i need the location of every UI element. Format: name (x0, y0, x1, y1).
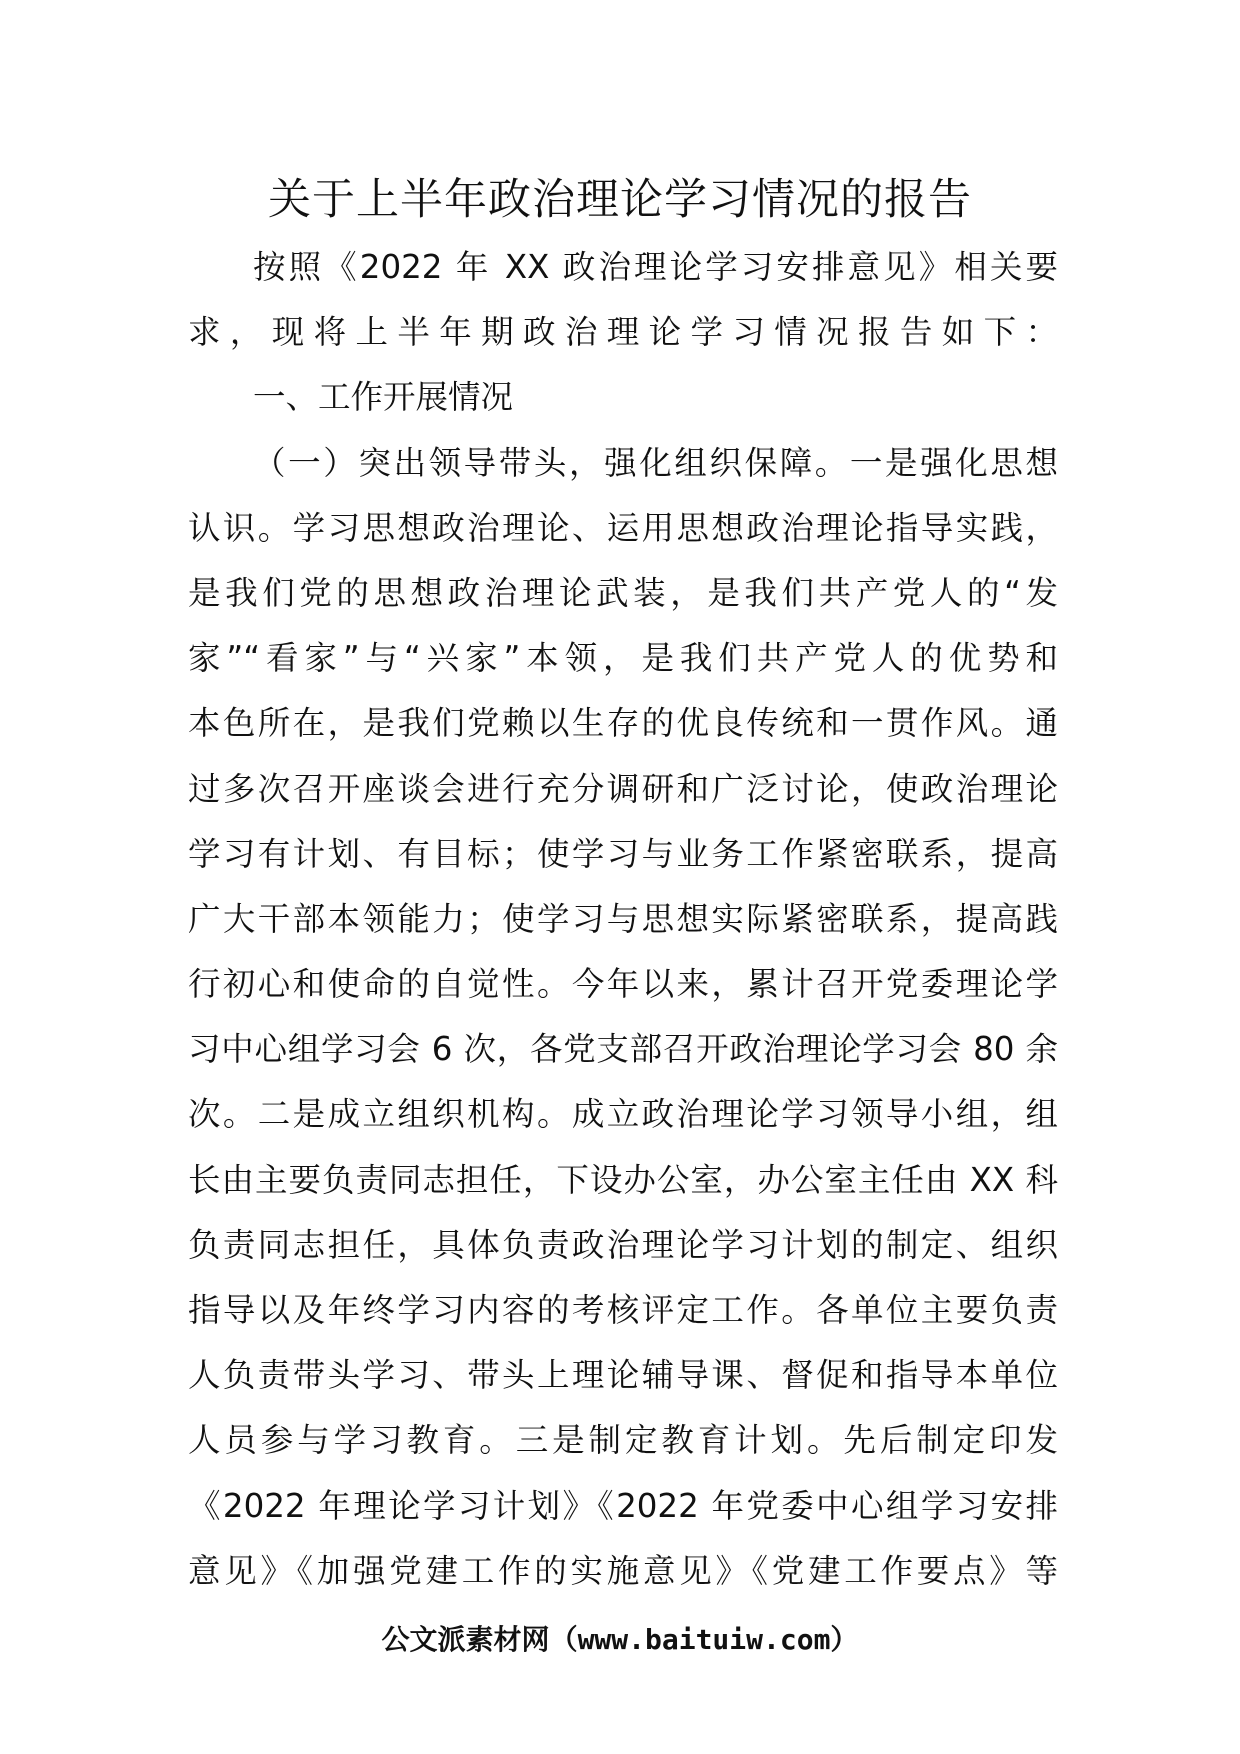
section-heading: 一、工作开展情况 (253, 378, 514, 417)
paragraph-line: 家”“看家”与“兴家”本领，是我们共产党人的优势和 (188, 639, 1058, 678)
paragraph-line: 行初心和使命的自觉性。今年以来，累计召开党委理论学 (188, 965, 1058, 1004)
paragraph-line: 学习有计划、有目标；使学习与业务工作紧密联系，提高 (188, 834, 1058, 873)
document-title: 关于上半年政治理论学习情况的报告 (268, 175, 972, 225)
paragraph-line: 《2022 年理论学习计划》《2022 年党委中心组学习安排 (188, 1486, 1058, 1525)
paragraph-line: 长由主要负责同志担任，下设办公室，办公室主任由 XX 科 (188, 1160, 1058, 1199)
footer-site-url: （www.baituiw.com） (549, 1623, 859, 1656)
paragraph-line: 意见》《加强党建工作的实施意见》《党建工作要点》等 (188, 1551, 1058, 1590)
paragraph-line: 负责同志担任，具体负责政治理论学习计划的制定、组织 (188, 1225, 1058, 1264)
footer-watermark (0, 1620, 1240, 1660)
paragraph-line: 过多次召开座谈会进行充分调研和广泛讨论，使政治理论 (188, 769, 1058, 808)
document-body (188, 235, 1058, 1604)
paragraph-line: 人员参与学习教育。三是制定教育计划。先后制定印发 (188, 1421, 1058, 1460)
paragraph-line: （一）突出领导带头，强化组织保障。一是强化思想 (253, 443, 1058, 482)
paragraph-line: 指导以及年终学习内容的考核评定工作。各单位主要负责 (188, 1291, 1058, 1329)
paragraph-line: 认识。学习思想政治理论、运用思想政治理论指导实践， (188, 508, 1058, 547)
paragraph-line: 人负责带头学习、带头上理论辅导课、督促和指导本单位 (188, 1356, 1058, 1395)
paragraph-line: 求，现将上半年期政治理论学习情况报告如下： (188, 313, 1058, 352)
paragraph-line: 本色所在，是我们党赖以生存的优良传统和一贯作风。通 (188, 704, 1058, 743)
paragraph-line: 次。二是成立组织机构。成立政治理论学习领导小组，组 (188, 1095, 1058, 1134)
paragraph-line: 是我们党的思想政治理论武装，是我们共产党人的“发 (188, 573, 1058, 612)
paragraph-line: 广大干部本领能力；使学习与思想实际紧密联系，提高践 (188, 899, 1058, 938)
paragraph-line: 习中心组学习会 6 次，各党支部召开政治理论学习会 80 余 (188, 1030, 1058, 1069)
paragraph-line: 按照《2022 年 XX 政治理论学习安排意见》相关要 (253, 248, 1058, 286)
footer-site-name: 公文派素材网 (381, 1623, 550, 1656)
